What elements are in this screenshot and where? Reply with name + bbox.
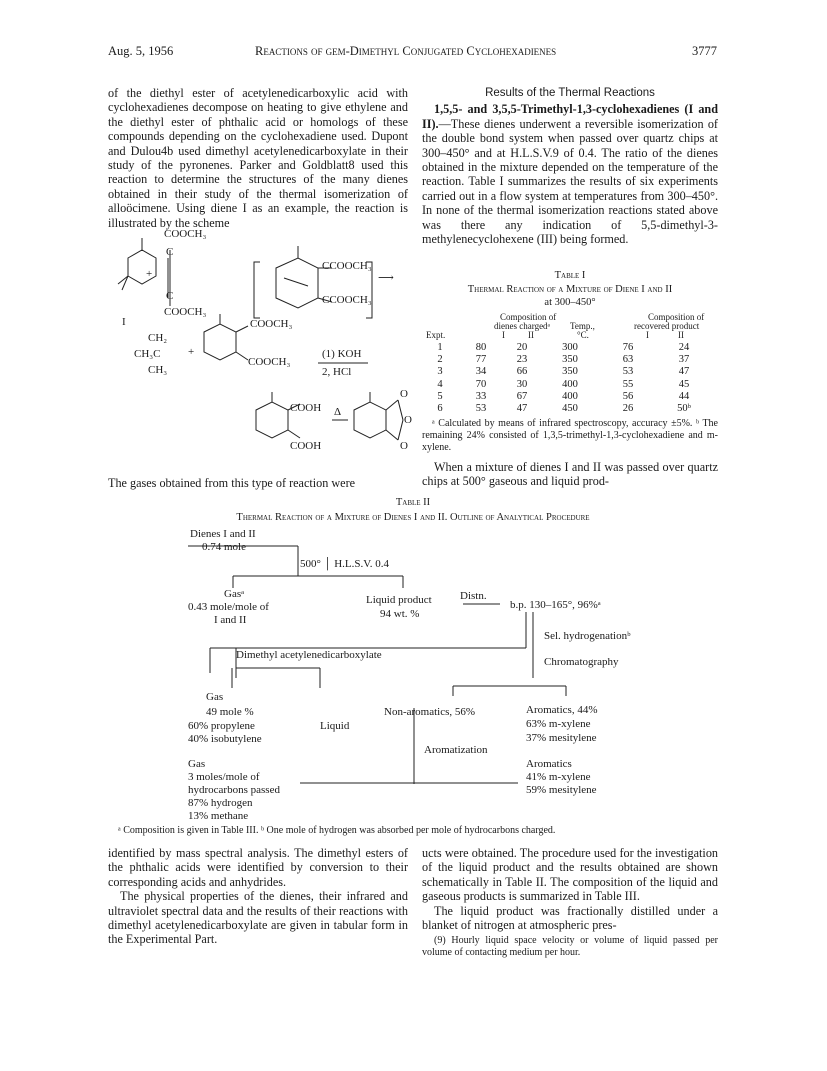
t2-aromatization: Aromatization xyxy=(424,744,488,756)
table1-header-temp: Temp., xyxy=(570,321,595,331)
table-cell: 50ᵇ xyxy=(677,403,691,415)
table-cell: 2 xyxy=(437,354,443,366)
scheme-ccooch3-bottom: CCOOCH₃ xyxy=(322,294,372,306)
table1-body xyxy=(422,342,712,415)
section-heading: 1,5,5- and 3,5,5-Trimethyl-1,3-cyclohexadienes (I and II). xyxy=(422,102,718,131)
scheme-delta: Δ xyxy=(334,406,342,418)
header-date: Aug. 5, 1956 xyxy=(108,44,174,58)
scheme-plus1: + xyxy=(146,268,153,280)
table-cell: 76 xyxy=(622,342,634,353)
paragraph: —These dienes underwent a reversible isomerization of the double bond system when passed over quartz chips at 300–450° and at H.L.S.V.9 of 0.4. The ratio of the dienes obtained in the mixture depended on the temperature of the reaction. Table I summarizes the results of six experiments carried out in a flow system at temperatures from 300–450°. In none of the thermal isomerization reactions stated above was there any indication of 5,5-dimethyl-3-methylenecyclohexene (III) being formed. xyxy=(422,116,718,247)
table-cell: 4 xyxy=(437,378,443,390)
table1-subtitle: at 300–450° xyxy=(544,297,596,308)
t2-dienes: Dienes I and II xyxy=(190,528,256,540)
table2-title: Thermal Reaction of a Mixture of Dienes I and II. Outline of Analytical Procedure xyxy=(236,512,590,523)
bottom-right-column xyxy=(422,846,718,959)
table-cell: 24 xyxy=(678,342,690,353)
t2-sel-hydrogenation: Sel. hydrogenationᵇ xyxy=(544,630,631,642)
paragraph: identified by mass spectral analysis. The dimethyl esters of the phthalic acids were identified by conversion to their corresponding acids and anhydrides. xyxy=(108,846,408,889)
table-row xyxy=(422,391,712,403)
paragraph: The gases obtained from this type of reaction were xyxy=(108,476,356,490)
left-column-top xyxy=(108,86,408,230)
t2-distn: Distn. xyxy=(460,590,487,602)
section-title: Results of the Thermal Reactions xyxy=(485,87,655,99)
scheme-ccooch3-top: CCOOCH₃ xyxy=(322,260,372,272)
table-cell: 450 xyxy=(562,403,578,415)
table-cell: 1 xyxy=(437,342,443,353)
bottom-left-column xyxy=(108,846,408,947)
table-cell: 350 xyxy=(562,354,578,366)
table-cell: 300 xyxy=(562,342,578,353)
table-cell: 67 xyxy=(516,390,528,402)
table-row xyxy=(422,379,712,391)
table1-header-charged: dienes chargedᵃ xyxy=(494,321,551,331)
scheme-plus2: + xyxy=(188,346,195,358)
table-cell: 44 xyxy=(678,390,690,402)
t2-aromatics-xylene: 63% m-xylene xyxy=(526,718,591,730)
t2-bp: b.p. 130–165°, 96%ᵃ xyxy=(510,599,601,611)
table-cell: 30 xyxy=(516,378,528,390)
table-row xyxy=(422,403,712,415)
table1-header-I: I xyxy=(502,330,505,340)
t2-liquid-product: Liquid product xyxy=(366,594,432,606)
t2-aromatics2-mesitylene: 59% mesitylene xyxy=(526,784,597,796)
table-cell: 400 xyxy=(562,378,578,390)
table-cell: 53 xyxy=(475,403,487,415)
table1-header-tempu: °C. xyxy=(577,330,589,340)
t2-conditions: 500° │ H.L.S.V. 0.4 xyxy=(300,558,389,570)
table-cell: 26 xyxy=(622,403,634,415)
table-cell: 66 xyxy=(516,366,528,378)
right-column-mid xyxy=(422,460,718,489)
t2-gas2b: 60% propylene xyxy=(188,720,255,732)
reaction-scheme xyxy=(108,228,413,478)
table-cell: 20 xyxy=(516,342,528,353)
t2-gas2a: 49 mole % xyxy=(206,706,254,718)
t2-gas-a3: I and II xyxy=(214,614,247,626)
t2-liquid-wt: 94 wt. % xyxy=(380,608,420,620)
paragraph: ucts were obtained. The procedure used for the investigation of the liquid product and the results obtained are shown schematically in Table II. The composition of the liquid and gaseous products is summarized in Table III. xyxy=(422,846,718,904)
t2-gas3: Gas xyxy=(188,758,206,770)
table-cell: 5 xyxy=(437,390,443,402)
scheme-c2: C xyxy=(166,290,174,302)
table1-header-II: II xyxy=(528,330,534,340)
scheme-ch3c: CH₃C xyxy=(134,348,161,360)
table2-footnote: ᵃ Composition is given in Table III. ᵇ One mole of hydrogen was absorbed per mole of hydrocarbons charged. xyxy=(118,825,556,836)
page-number: 3777 xyxy=(692,44,717,58)
t2-mole: 0.74 mole xyxy=(202,541,246,553)
table-cell: 33 xyxy=(475,390,487,402)
table-cell: 350 xyxy=(562,366,578,378)
table-row xyxy=(422,354,712,366)
table-cell: 53 xyxy=(622,366,634,378)
scheme-cooch3-p2: COOCH₃ xyxy=(248,356,291,368)
t2-gas-a2: 0.43 mole/mole of xyxy=(188,601,269,613)
scheme-o1: O xyxy=(400,388,408,400)
table-cell: 3 xyxy=(437,366,443,378)
scheme-cooch3-bottom: COOCH₃ xyxy=(164,306,207,318)
table-cell: 56 xyxy=(622,390,634,402)
label-diene-I: I xyxy=(122,316,126,328)
scheme-o2: O xyxy=(404,414,412,426)
table1-header-rII: II xyxy=(678,330,684,340)
t2-gas-a: Gasᵃ xyxy=(224,588,245,600)
table1-header-expt: Expt. xyxy=(426,330,446,340)
table-cell: 47 xyxy=(678,366,690,378)
scheme-c1: C xyxy=(166,246,174,258)
paragraph: The liquid product was fractionally distilled under a blanket of nitrogen at atmospheric pres- xyxy=(422,903,718,933)
right-column-top xyxy=(422,86,718,246)
scheme-o3: O xyxy=(400,440,408,452)
scheme-ch3: CH₃ xyxy=(148,364,168,376)
table1-header-rI: I xyxy=(646,330,649,340)
table-row xyxy=(422,366,712,378)
t2-gas2: Gas xyxy=(206,691,224,703)
table-cell: 6 xyxy=(437,403,443,415)
table-cell: 63 xyxy=(622,354,634,366)
footnote-9: (9) Hourly liquid space velocity or volume of liquid passed per volume of contacting medium per hour. xyxy=(422,935,718,959)
paragraph: When a mixture of dienes I and II was passed over quartz chips at 500° gaseous and liquid prod- xyxy=(422,460,718,489)
table-cell: 55 xyxy=(622,378,634,390)
t2-chromatography: Chromatography xyxy=(544,656,619,668)
table-cell: 34 xyxy=(475,366,487,378)
scheme-arrow1: ⟶ xyxy=(378,272,394,284)
t2-gas3a: 3 moles/mole of xyxy=(188,771,260,783)
table1-header-recovered: recovered product xyxy=(634,321,700,331)
t2-gas3b: hydrocarbons passed xyxy=(188,784,280,796)
table1-footnote: ᵃ Calculated by means of infrared spectroscopy, accuracy ±5%. ᵇ The remaining 24% consisted of 1,3,5-trimethyl-1,3-cyclohexadiene and m-xylene. xyxy=(422,418,718,453)
scheme-cooch3-p1: COOCH₃ xyxy=(250,318,293,330)
table-cell: 70 xyxy=(475,378,487,390)
table-cell: 45 xyxy=(678,378,690,390)
running-title: Reactions of gem-Dimethyl Conjugated Cyclohexadienes xyxy=(255,44,557,58)
paragraph: The physical properties of the dienes, their infrared and ultraviolet spectral data and the results of their reactions with dimethyl acetylenedicarboxylate are given in tabular form in the Experimental Part. xyxy=(108,889,408,947)
t2-gas3c: 87% hydrogen xyxy=(188,797,253,809)
scheme-koh: (1) KOH xyxy=(322,348,362,360)
table1-label: Table I xyxy=(554,270,586,281)
table2-label: Table II xyxy=(395,497,431,508)
t2-gas3d: 13% methane xyxy=(188,810,249,822)
table-row xyxy=(422,342,712,354)
scheme-hcl: 2, HCl xyxy=(322,366,352,378)
scheme-cooch3-top: COOCH₃ xyxy=(164,228,207,240)
table-cell: 77 xyxy=(475,354,487,366)
t2-aromatics-mesitylene: 37% mesitylene xyxy=(526,732,597,744)
t2-aromatics2-xylene: 41% m-xylene xyxy=(526,771,591,783)
left-column-gases xyxy=(108,476,408,490)
scheme-cooh1: COOH xyxy=(290,402,322,414)
table-cell: 23 xyxy=(516,354,528,366)
scheme-cooh2: COOH xyxy=(290,440,322,452)
paragraph: of the diethyl ester of acetylenedicarboxylic acid with cyclohexadienes decompose on heating to give ethylene and the diethyl ester of phthalic acid or homologs of these compounds depending on the cyclohexadiene used. Dupont and Dulou4b used dimethyl acetylenedicarboxylate in their study of the pyronenes. Parker and Goldblatt8 used this reaction to determine the structures of the many dienes obtained in their study of the thermal isomerization of alloöcimene. Using diene I as an example, the reaction is illustrated by the scheme xyxy=(108,86,408,230)
t2-aromatics: Aromatics, 44% xyxy=(526,704,598,716)
table-cell: 37 xyxy=(678,354,690,366)
t2-nonaromatics: Non-aromatics, 56% xyxy=(384,706,476,718)
scheme-ch2: CH₂ xyxy=(148,332,168,344)
t2-gas2c: 40% isobutylene xyxy=(188,733,262,745)
t2-liquid: Liquid xyxy=(320,720,350,732)
table1-title: Thermal Reaction of a Mixture of Diene I and II xyxy=(467,284,673,295)
table-cell: 47 xyxy=(516,403,528,415)
table1-header-comp: Composition of xyxy=(500,312,557,322)
t2-aromatics2: Aromatics xyxy=(526,758,572,770)
table-cell: 400 xyxy=(562,390,578,402)
t2-dmad: Dimethyl acetylenedicarboxylate xyxy=(236,649,382,661)
table1-header-rcomp: Composition of xyxy=(648,312,705,322)
table2-flowchart xyxy=(108,528,718,828)
table-cell: 80 xyxy=(475,342,487,353)
